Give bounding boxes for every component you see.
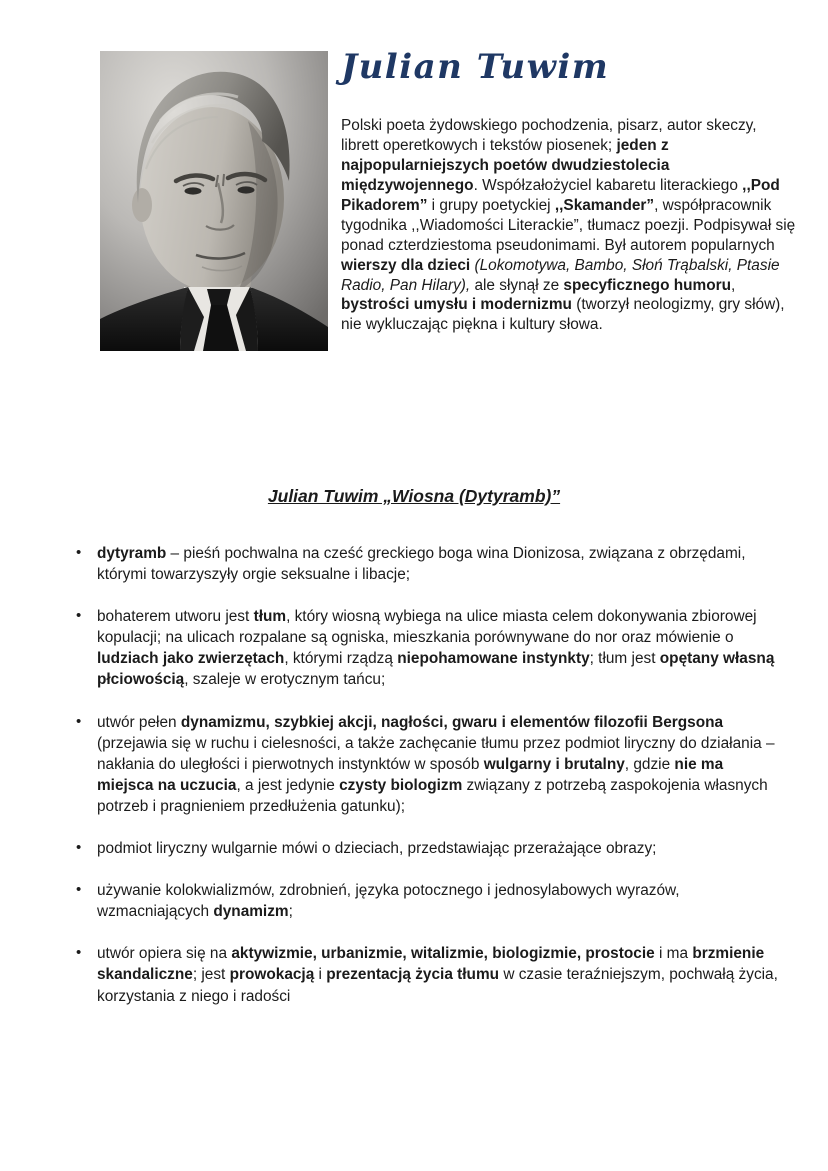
list-item — [75, 943, 781, 1006]
portrait-photo-illustration — [100, 51, 328, 351]
bullet-icon: • — [76, 881, 82, 899]
bullet-icon: • — [76, 839, 82, 857]
list-item-text: dytyramb – pieśń pochwalna na cześć greckiego boga wina Dionizosa, związana z obrzędami, którymi towarzyszyły orgie seksualne i libacje; — [97, 545, 746, 584]
bullet-icon: • — [76, 607, 82, 625]
list-item — [75, 606, 781, 690]
page-title: Julian Tuwim — [341, 47, 610, 87]
list-item-text: utwór opiera się na aktywizmie, urbanizmie, witalizmie, biologizmie, prostocie i ma brzmienie skandaliczne; jest prowokacją i prezentacją życia tłumu w czasie teraźniejszym, pochwałą życia, korzystania z niego i radości — [97, 945, 778, 1005]
bullet-icon: • — [76, 944, 82, 962]
list-item-text: bohaterem utworu jest tłum, który wiosną wybiega na ulice miasta celem dokonywania zbiorowej kopulacji; na ulicach rozpalane są ogniska, mieszkania porównywane do nor oraz mówienie o ludziach jako zwierzętach, którymi rządzą niepohamowane instynkty; tłum jest opętany własną płciowością, szaleje w erotycznym tańcu; — [97, 608, 775, 689]
list-item-text: utwór pełen dynamizmu, szybkiej akcji, nagłości, gwaru i elementów filozofii Bergsona (przejawia się w ruchu i cielesności, a także zachęcanie tłumu przez podmiot liryczny do działania – nakłania do uległości i pierwotnych instynktów w sposób wulgarny i brutalny, gdzie nie ma miejsca na uczucia, a jest jedynie czysty biologizm związany z potrzebą zaspokojenia własnych potrzeb i pragnieniem przedłużenia gatunku); — [97, 713, 775, 815]
section-heading: Julian Tuwim „Wiosna (Dytyramb)” — [267, 486, 561, 506]
list-item — [75, 880, 781, 922]
notes-list — [75, 543, 781, 1028]
intro-column — [341, 44, 797, 335]
bullet-icon: • — [76, 712, 82, 730]
bullet-icon: • — [76, 544, 82, 561]
list-item-text: podmiot liryczny wulgarnie mówi o dzieciach, przedstawiając przerażające obrazy; — [97, 840, 657, 858]
bio-paragraph: Polski poeta żydowskiego pochodzenia, pisarz, autor skeczy, librett operetkowych i tekstów piosenek; jeden z najpopularniejszych poetów dwudziestolecia międzywojennego. Współzałożyciel kabaretu literackiego ,,Pod Pikadorem” i grupy poetyckiej ,,Skamander”, współpracownik tygodnika ,,Wiadomości Literackie”, tłumacz poezji. Podpisywał się ponad czterdziestoma pseudonimami. Był autorem popularnych wierszy dla dzieci (Lokomotywa, Bambo, Słoń Trąbalski, Ptasie Radio, Pan Hilary), ale słynął ze specyficznego humoru, bystrości umysłu i modernizmu (tworzył neologizmy, gry słów), nie wykluczając piękna i kultury słowa. — [341, 117, 796, 334]
list-item — [75, 712, 781, 817]
list-item-text: używanie kolokwializmów, zdrobnień, języka potocznego i jednosylabowych wyrazów, wzmacniających dynamizm; — [97, 882, 680, 921]
list-item — [75, 543, 781, 585]
list-item — [75, 838, 781, 859]
portrait-photo — [100, 51, 328, 351]
